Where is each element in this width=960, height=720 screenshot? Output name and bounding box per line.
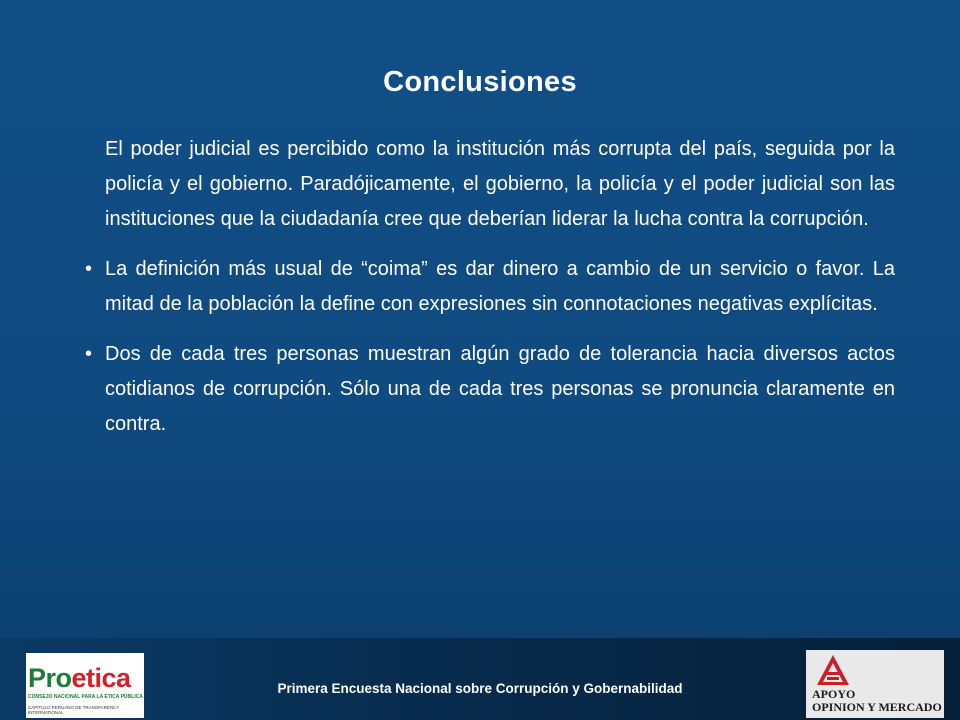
slide-body — [85, 132, 895, 457]
footer-caption: Primera Encuesta Nacional sobre Corrupción y Gobernabilidad — [277, 681, 683, 696]
proetica-tagline: CONSEJO NACIONAL PARA LA ÉTICA PÚBLICA — [28, 694, 143, 700]
slide-title: Conclusiones — [383, 66, 577, 98]
bullet-item — [85, 252, 895, 322]
proetica-logo — [26, 653, 144, 718]
proetica-subline: CAPÍTULO PERUANO DE TRANSPARENCY INTERNATIONAL — [28, 705, 120, 715]
bullet-marker: • — [85, 343, 93, 365]
intro-paragraph: El poder judicial es percibido como la institución más corrupta del país, seguida por la policía y el gobierno. Paradójicamente, el gobierno, la policía y el poder judicial son las instituciones que la ciudadanía cree que deberían liderar la lucha contra la corrupción. — [105, 138, 895, 230]
bullet-item — [85, 337, 895, 442]
bullet-text: Dos de cada tres personas muestran algún grado de tolerancia hacia diversos actos cotidianos de corrupción. Sólo una de cada tres personas se pronuncia claramente en contra. — [105, 343, 895, 435]
proetica-wordmark: Proetica — [28, 663, 131, 693]
bullet-marker: • — [85, 258, 93, 280]
bullet-text: La definición más usual de “coima” es dar dinero a cambio de un servicio o favor. La mitad de la población la define con expresiones sin connotaciones negativas explícitas. — [105, 258, 895, 315]
apoyo-name: APOYO OPINION Y MERCADO — [812, 687, 942, 714]
apoyo-logo — [806, 650, 944, 718]
apoyo-mark-icon — [816, 654, 850, 686]
footer-bar — [0, 638, 960, 720]
